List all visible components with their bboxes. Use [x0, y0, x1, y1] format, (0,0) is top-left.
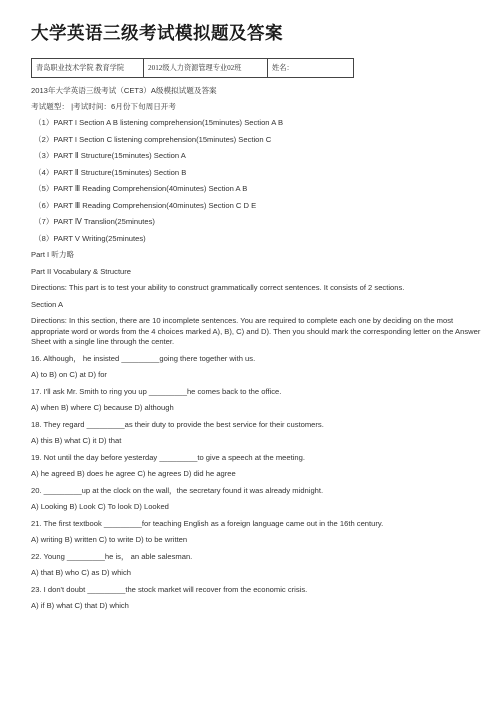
question-text: 19. Not until the day before yesterday _________to give a speech at the meeting.	[31, 452, 305, 462]
question-text: 16. Although， he insisted _________going there together with us.	[31, 353, 256, 363]
part-list-item: （3）PART Ⅱ Structure(15minutes) Section A	[34, 151, 186, 160]
directions-text: Directions: This part is to test your ability to construct grammatically correct sentences. It consists of 2 sections.	[31, 283, 405, 292]
section-heading: Part II Vocabulary & Structure	[31, 266, 132, 276]
answer-options: A) to B) on C) at D) for	[31, 370, 107, 379]
class-cell: 2012级人力资源管理专业02班	[144, 59, 268, 77]
exam-heading: 2013年大学英语三级考试（CET3）A级模拟试题及答案	[31, 86, 217, 95]
part-list-item: （5）PART Ⅲ Reading Comprehension(40minutes) Section A B	[34, 184, 248, 193]
answer-options: A) that B) who C) as D) which	[31, 568, 132, 577]
name-cell: 姓名：	[272, 64, 294, 72]
answer-options: A) writing B) written C) to write D) to be written	[31, 535, 188, 544]
section-label: Section A	[31, 299, 64, 309]
part-list-item: （4）PART Ⅱ Structure(15minutes) Section B	[34, 167, 187, 177]
school-cell: 青岛职业技术学院 教育学院	[32, 59, 144, 77]
document-body	[31, 86, 483, 618]
directions-text: Directions: In this section, there are 10 incomplete sentences. You are required to complete each one by deciding on the most appropriate word or words from the 4 choices marked A), B), C) and D). Then you should mark the corresponding letter on the Answer Sheet with a single line through the center.	[31, 316, 481, 346]
part-list-item: （7）PART Ⅳ Translion(25minutes)	[34, 217, 155, 226]
answer-options: A) if B) what C) that D) which	[31, 601, 129, 610]
question-text: 22. Young _________he is， an able salesman.	[31, 551, 193, 561]
part-list-item: （2）PART I Section C listening comprehension(15minutes) Section C	[34, 134, 272, 144]
question-text: 21. The first textbook _________for teaching English as a foreign language came out in the 16th century.	[31, 518, 384, 528]
part-list-item: （1）PART I Section A B listening comprehension(15minutes) Section A B	[34, 118, 284, 127]
answer-options: A) he agreed B) does he agree C) he agrees D) did he agree	[31, 469, 236, 478]
question-text: 23. I don't doubt _________the stock market will recover from the economic crisis.	[31, 584, 308, 594]
document-title: 大学英语三级考试模拟题及答案	[31, 23, 283, 43]
header-info-table	[31, 58, 354, 78]
answer-options: A) Looking B) Look C) To look D) Looked	[31, 502, 169, 511]
part-list-item: （8）PART V Writing(25minutes)	[34, 233, 146, 243]
question-text: 17. I'll ask Mr. Smith to ring you up _________he comes back to the office.	[31, 386, 282, 396]
answer-options: A) this B) what C) it D) that	[31, 436, 122, 445]
section-heading: Part I 听力略	[31, 250, 75, 259]
question-text: 20. _________up at the clock on the wall，the secretary found it was already midnight.	[31, 485, 324, 495]
exam-format: 考试题型： |考试时间：6月份下旬周日开考	[31, 101, 176, 111]
question-text: 18. They regard _________as their duty to provide the best service for their customers.	[31, 419, 324, 429]
answer-options: A) when B) where C) because D) although	[31, 403, 174, 412]
part-list-item: （6）PART Ⅲ Reading Comprehension(40minutes) Section C D E	[34, 200, 257, 210]
